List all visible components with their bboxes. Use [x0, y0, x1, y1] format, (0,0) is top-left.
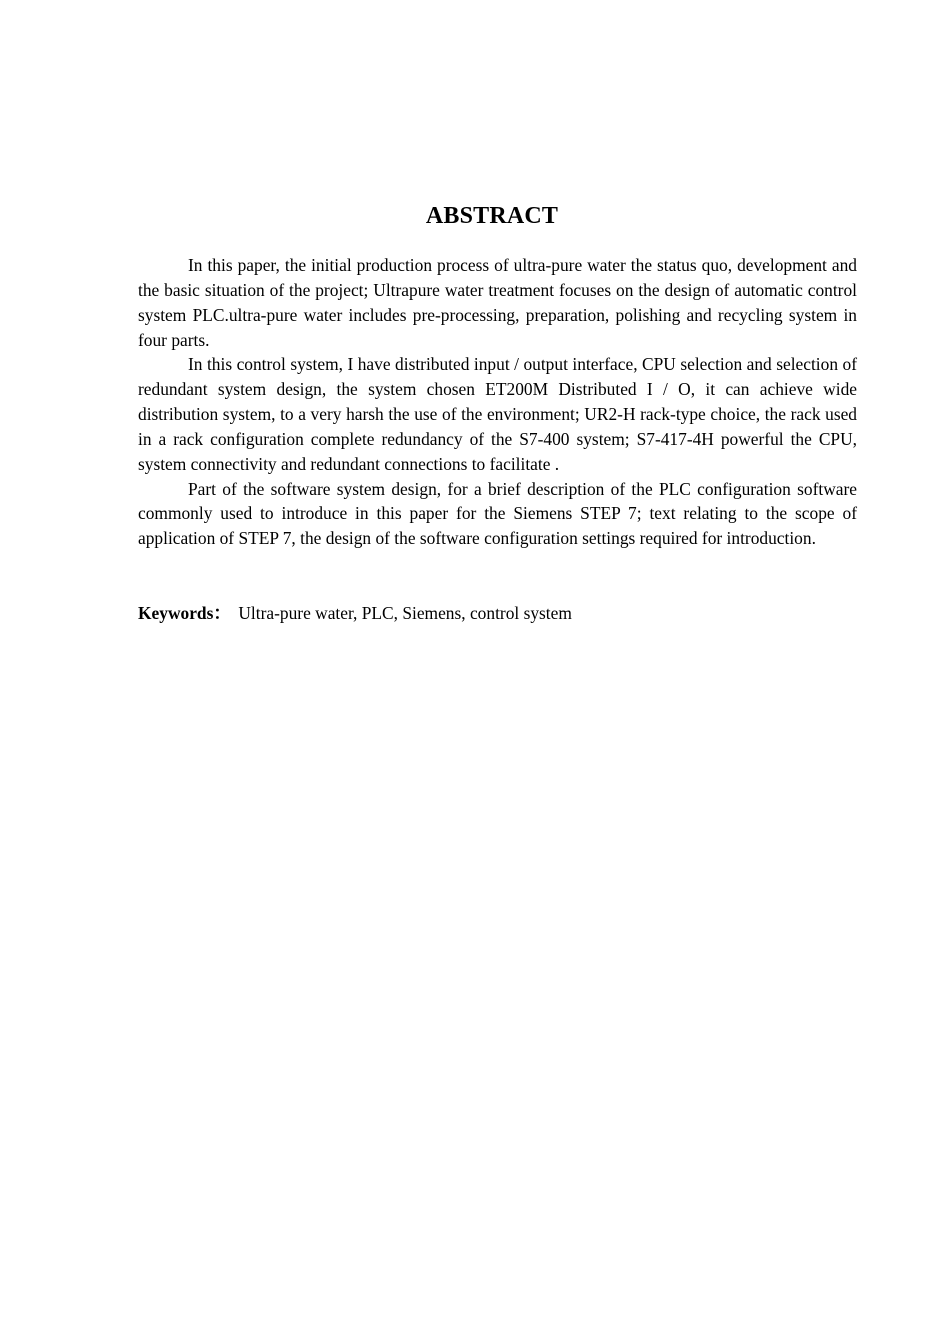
keywords-line: [138, 601, 857, 626]
abstract-paragraph-3: Part of the software system design, for a brief description of the PLC configuration software commonly used to introduce in this paper for the Siemens STEP 7; text relating to the scope of application of STEP 7, the design of the software configuration settings required for introduction.: [138, 478, 857, 549]
keywords-label: Keywords: [138, 603, 214, 623]
abstract-body: [138, 253, 857, 551]
abstract-paragraph-1: In this paper, the initial production process of ultra-pure water the status quo, development and the basic situation of the project; Ultrapure water treatment focuses on the design of automatic control system PLC.ultra-pure water includes pre-processing, preparation, polishing and recycling system in four parts.: [138, 255, 857, 350]
abstract-title: ABSTRACT: [425, 203, 559, 229]
abstract-paragraph-2: In this control system, I have distributed input / output interface, CPU selection and selection of redundant system design, the system chosen ET200M Distributed I / O, it can achieve wide distribution system, to a very harsh the use of the environment; UR2-H rack-type choice, the rack used in a rack configuration complete redundancy of the S7-400 system; S7-417-4H powerful the CPU, system connectivity and redundant connections to facilitate .: [138, 354, 857, 474]
keywords-separator: ：: [213, 603, 231, 623]
keywords-value: Ultra-pure water, PLC, Siemens, control system: [238, 603, 572, 623]
